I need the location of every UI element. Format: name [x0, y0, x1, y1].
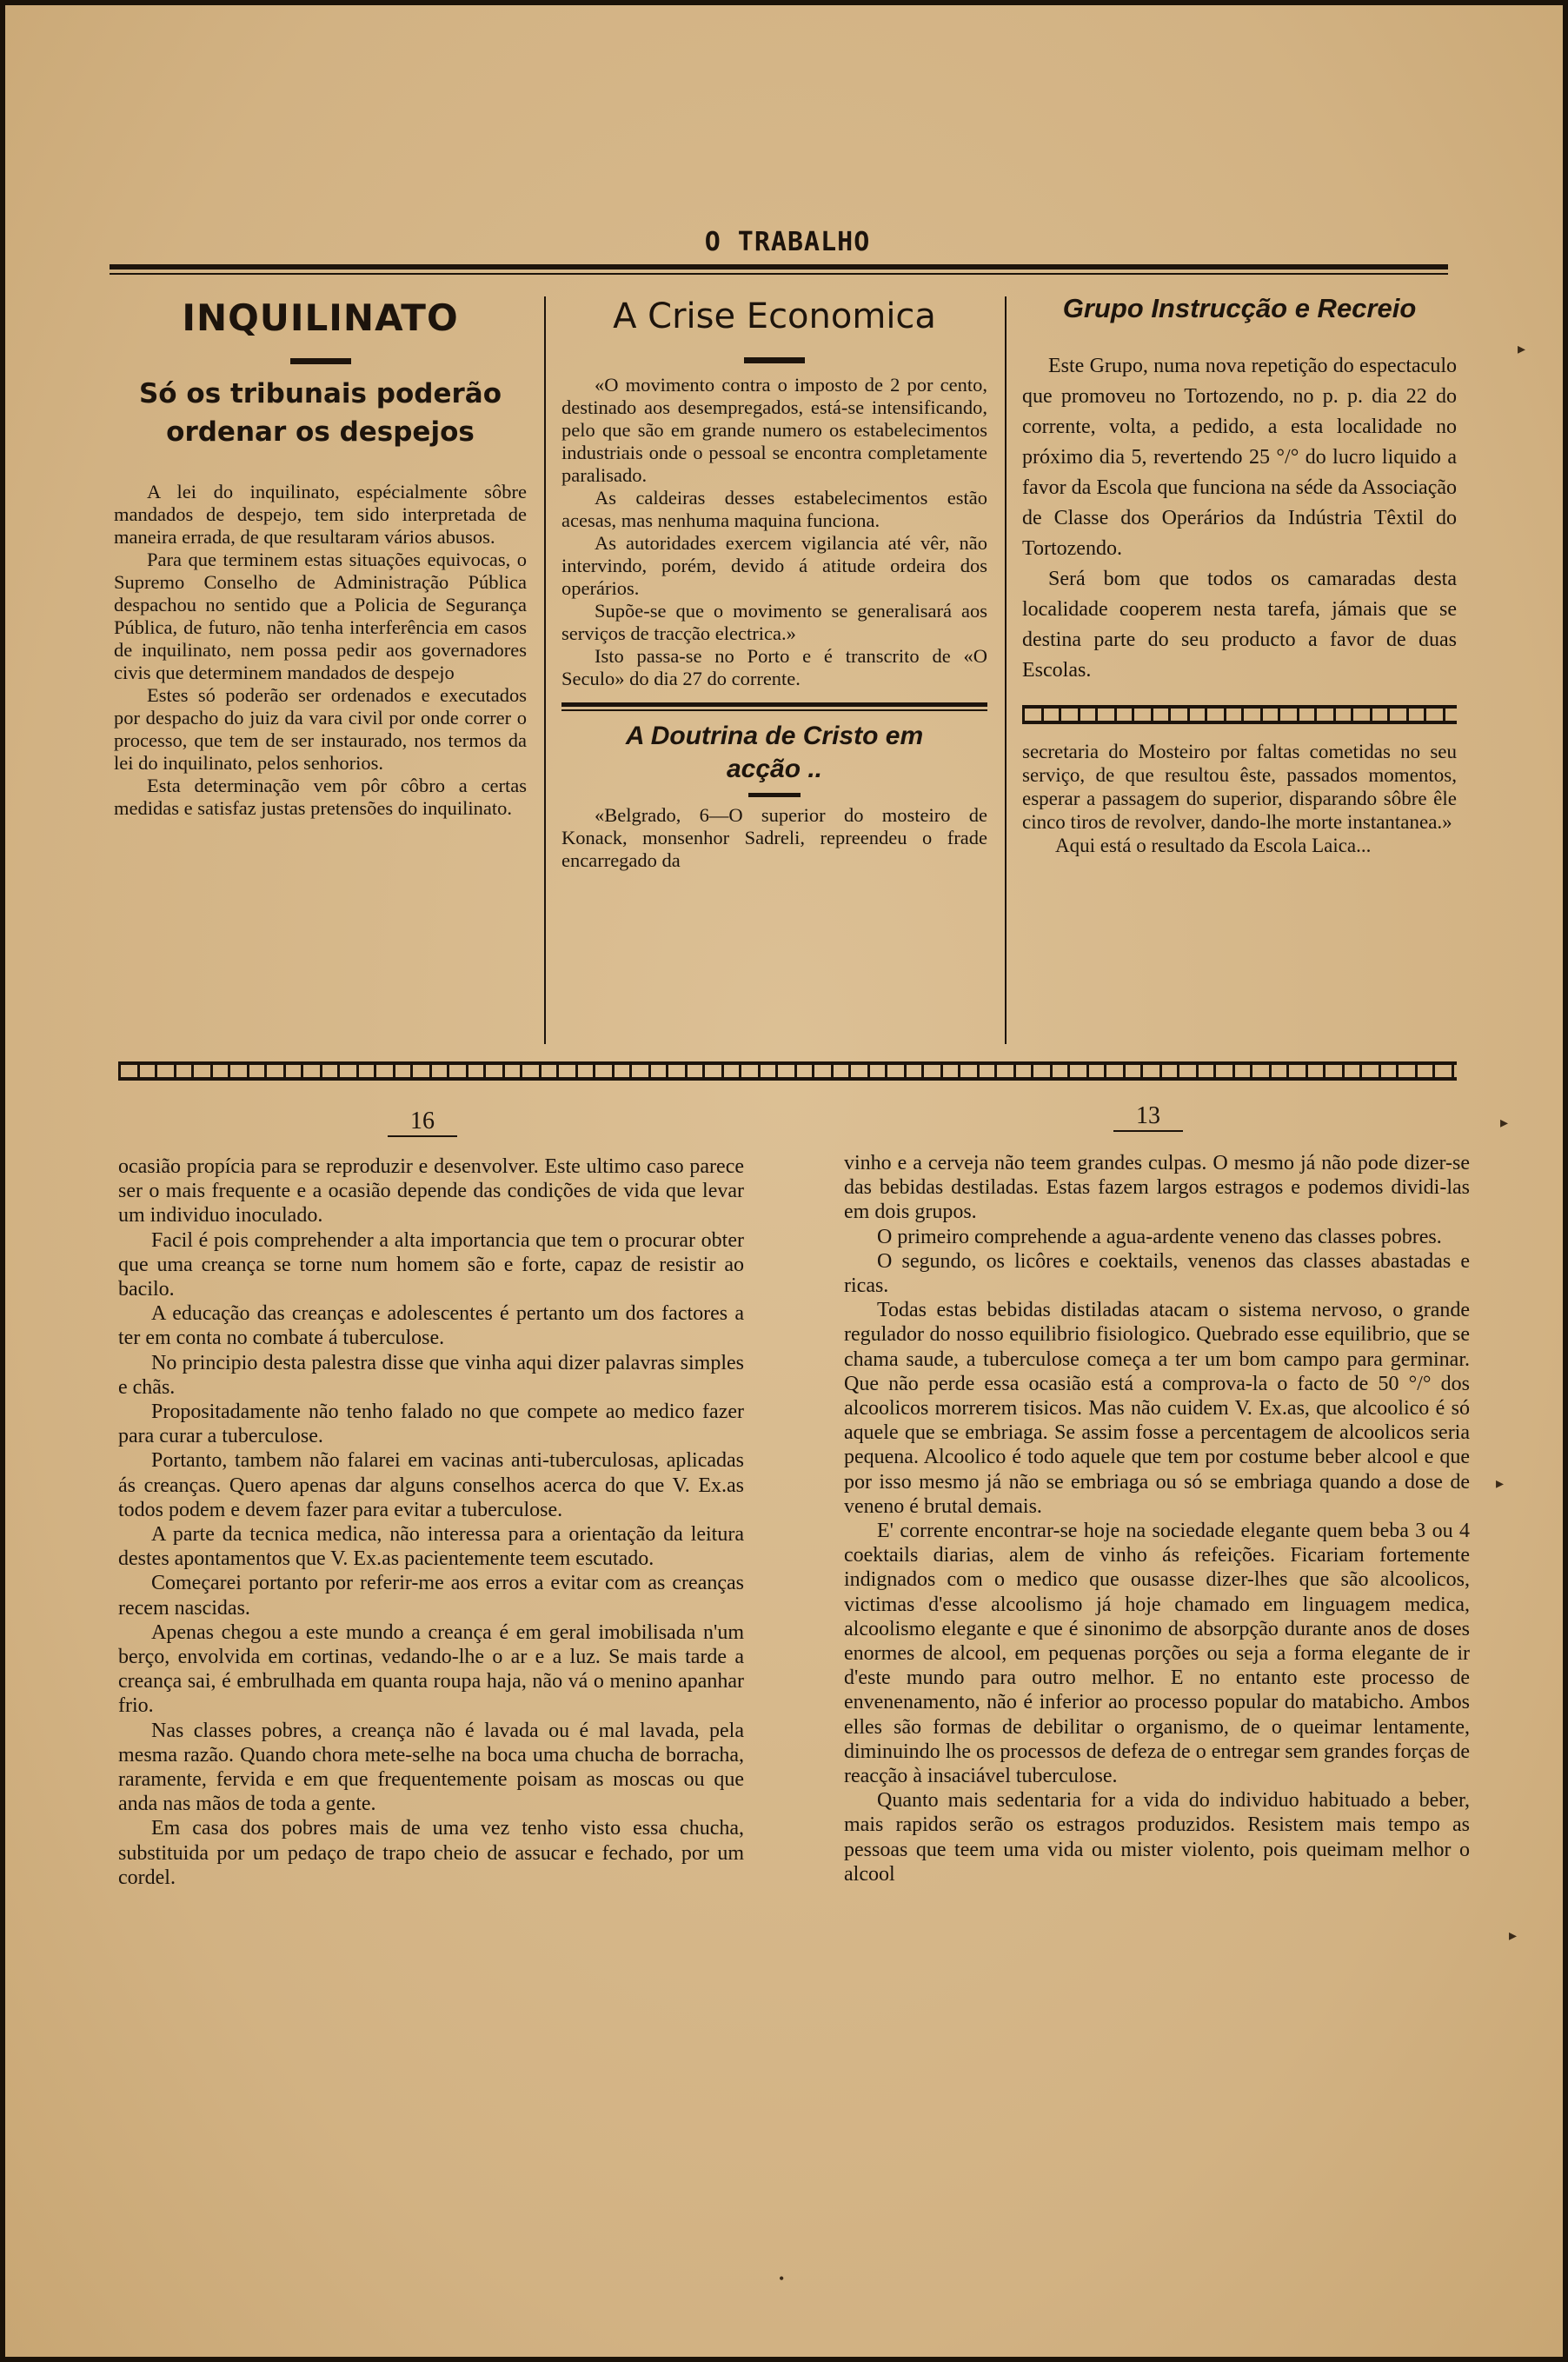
paragraph: Estes só poderão ser ordenados e executados por despacho do juiz da vara civil por onde correr o processo, que tem de ser instaurado, nos termos da lei do inquilinato, pelos senhorios. — [114, 684, 527, 774]
headline-grupo: Grupo Instrucção e Recreio — [1062, 293, 1417, 323]
page-number-right: 13 — [1113, 1102, 1183, 1132]
paragraph: Portanto, tambem não falarei em vacinas anti-tuberculosas, aplicadas ás creanças. Quero apenas dar alguns conselhos acerca do que V. Ex.as todos podem e devem fazer para evitar a tuberculose. — [118, 1449, 744, 1521]
subheadline-inquilinato: Só os tribunais poderão ordenar os despejos — [138, 378, 502, 448]
lower-right-text — [844, 1151, 1470, 1886]
column-crise — [561, 296, 987, 872]
paragraph: A lei do inquilinato, espécialmente sôbre mandados de despejo, tem sido interpretada de maneira errada, de que resultaram vários abusos. — [114, 481, 527, 548]
paragraph: Apenas chegou a este mundo a creança é em geral imobilisada n'um berço, envolvida em cortinas, vedando-lhe o ar e a luz. Se mais tarde a creança sai, é embrulhada em quanta roupa haja, não vá o menino apanhar frio. — [118, 1620, 744, 1718]
article-body — [561, 374, 987, 690]
ornamental-border-full — [118, 1061, 1457, 1081]
paragraph: Começarei portanto por referir-me aos erros a evitar com as creanças recem nascidas. — [118, 1572, 744, 1620]
paragraph: Todas estas bebidas distiladas atacam o sistema nervoso, o grande regulador do nosso equilibrio fisiologico. Quebrado esse equilibrio, que se chama saude, a tuberculose começa a ter um bom campo para germinar. Que não perde essa ocasião está a comprova-la o facto de 50 °/° dos alcoolicos morrerem tisicos. Mas não cuidem V. Ex.as, que alcoolico é só aquele que se embriaga. Se assim fosse a percentagem de alcoolicos seria pequena. Alcoolico é todo aquele que tem por costume beber alcool e que por isso mesmo já não se embriaga ou só se embriaga quando a dose de veneno é brutal demais. — [844, 1299, 1470, 1518]
article-body — [1022, 351, 1457, 686]
paragraph: O segundo, os licôres e coektails, venenos das classes abastadas e ricas. — [844, 1249, 1470, 1298]
lower-left-text — [118, 1154, 744, 1890]
headline-inquilinato: INQUILINATO — [182, 296, 459, 339]
paragraph: Supõe-se que o movimento se generalisará aos serviços de tracção electrica.» — [561, 600, 987, 644]
paragraph: Facil é pois comprehender a alta importancia que tem o procurar obter que uma creança se torne num homem são e forte, capaz de resistir ao bacilo. — [118, 1228, 744, 1301]
article-body — [844, 1151, 1470, 1886]
masthead-rule-thin — [110, 273, 1448, 275]
headline-doutrina: A Doutrina de Cristo em acção .. — [625, 722, 924, 783]
paragraph: A educação das creanças e adolescentes é pertanto um dos factores a ter em conta no combate á tuberculose. — [118, 1302, 744, 1350]
page-number-left: 16 — [388, 1108, 457, 1137]
column-divider — [544, 296, 546, 1044]
masthead-title: O TRABALHO — [704, 227, 871, 257]
paragraph: vinho e a cerveja não teem grandes culpas. O mesmo já não pode dizer-se das bebidas destiladas. Estas fazem largos estragos e podemos dividi-las em dois grupos. — [844, 1152, 1470, 1224]
paragraph: Quanto mais sedentaria for a vida do individuo habituado a beber, mais rapidos serão os estragos produzidos. Resistem mais tempo as pessoas que teem uma vida ou mister violento, pois queimam melhor o alcool — [844, 1789, 1470, 1886]
paragraph: As caldeiras desses estabelecimentos estão acesas, mas nenhuma maquina funciona. — [561, 487, 987, 531]
edge-mark: ▸ — [1509, 1926, 1518, 1944]
paragraph: ocasião propícia para se reproduzir e desenvolver. Este ultimo caso parece ser o mais frequente e a ocasião depende das condições de vida que levar um individuo inoculado. — [118, 1155, 744, 1228]
paragraph: Nas classes pobres, a creança não é lavada ou é mal lavada, pela mesma razão. Quando chora mete-selhe na boca uma chucha de borracha, raramente, fervida e em que frequentemente poisam as moscas ou que anda nas mãos de toda a gente. — [118, 1719, 744, 1816]
article-body — [114, 481, 527, 820]
column-grupo — [1022, 292, 1457, 857]
paragraph: No principio desta palestra disse que vinha aqui dizer palavras simples e chãs. — [118, 1351, 744, 1399]
paragraph: secretaria do Mosteiro por faltas cometidas no seu serviço, de que resultou êste, passados momentos, esperar a passagem do superior, disparando sôbre êle cinco tiros de revolver, dando-lhe morte instantanea.» — [1022, 741, 1457, 833]
paragraph: Aqui está o resultado da Escola Laica... — [1055, 835, 1372, 856]
paragraph: Para que terminem estas situações equivocas, o Supremo Conselho de Administração Pública despachou no sentido que a Policia de Segurança Pública, de futuro, não tenha interferência em casos de inquilinato, nem possa pedir aos governadores civis que determinem mandados de despejo — [114, 549, 527, 683]
paragraph: Será bom que todos os camaradas desta localidade cooperem nesta tarefa, jámais que se destina parte do seu producto a favor de duas Escolas. — [1022, 568, 1457, 682]
masthead-rule — [110, 264, 1448, 269]
paragraph: «Belgrado, 6—O superior do mosteiro de Konack, monsenhor Sadreli, repreendeu o frade encarregado da — [561, 804, 987, 871]
paragraph: E' corrente encontrar-se hoje na sociedade elegante quem beba 3 ou 4 coektails diarias, alem de vinho ás refeições. Ficariam fortemente indignados com o medico que ousasse dizer-lhes que são alcoolicos, victimas d'esse alcoolismo já hoje chamado em linguagem medica, alcoolismo elegante e que é sinonimo de absorpção durante anos de doses enormes de alcool, em pequenas porções ou seja a forma elegante de ir d'este mundo para outro melhor. E no entanto este processo de envenenamento, não é inferior ao processo popular do matabicho. Ambos elles são formas de debilitar o organismo, de o queimar lentamente, diminuindo lhe os processos de defeza de o entregar sem grandes forças de reacção à insaciável tuberculose. — [844, 1520, 1470, 1788]
divider — [748, 793, 801, 797]
edge-mark: ▸ — [1518, 340, 1526, 357]
edge-mark: ▸ — [1496, 1474, 1505, 1492]
column-inquilinato — [114, 296, 527, 820]
paragraph: As autoridades exercem vigilancia até vêr, não intervindo, porém, devido á atitude ordeira dos operários. — [561, 532, 987, 599]
article-continuation — [1022, 740, 1457, 857]
article-body — [561, 804, 987, 872]
paragraph: Propositadamente não tenho falado no que compete ao medico fazer para curar a tuberculose. — [118, 1401, 744, 1448]
paragraph: O primeiro comprehende a agua-ardente veneno das classes pobres. — [877, 1225, 1442, 1248]
column-divider — [1005, 296, 1007, 1044]
divider — [744, 357, 805, 363]
section-rule-thin — [561, 709, 987, 711]
article-body — [118, 1154, 744, 1890]
paragraph: Esta determinação vem pôr côbro a certas medidas e satisfaz justas pretensões do inquilinato. — [114, 775, 527, 819]
paragraph: Isto passa-se no Porto e é transcrito de «O Seculo» do dia 27 do corrente. — [561, 645, 987, 689]
headline-crise: A Crise Economica — [613, 296, 936, 336]
paragraph: Este Grupo, numa nova repetição do espectaculo que promoveu no Tortozendo, no p. p. dia 22 do corrente, volta, a pedido, a esta localidade no próximo dia 5, revertendo 25 °/° do lucro liquido a favor da Escola que funciona na séde da Associação de Classe dos Operários da Indústria Têxtil do Tortozendo. — [1022, 355, 1457, 560]
ornamental-border — [1022, 705, 1457, 724]
paragraph: Em casa dos pobres mais de uma vez tenho visto essa chucha, substituida por um pedaço de trapo cheio de assucar e fechado, por um cordel. — [118, 1817, 744, 1889]
paragraph: «O movimento contra o imposto de 2 por cento, destinado aos desempregados, está-se intensificando, pelo que são em grande numero os estabelecimentos industriais onde o pessoal se encontra completamente paralisado. — [561, 374, 987, 486]
paragraph: A parte da tecnica medica, não interessa para a orientação da leitura destes apontamentos que V. Ex.as pacientemente teem escutado. — [118, 1523, 744, 1571]
newspaper-page — [5, 5, 1563, 2357]
section-rule — [561, 702, 987, 707]
edge-mark: ▸ — [1500, 1114, 1509, 1131]
divider — [290, 358, 351, 364]
edge-mark: • — [779, 2270, 785, 2287]
